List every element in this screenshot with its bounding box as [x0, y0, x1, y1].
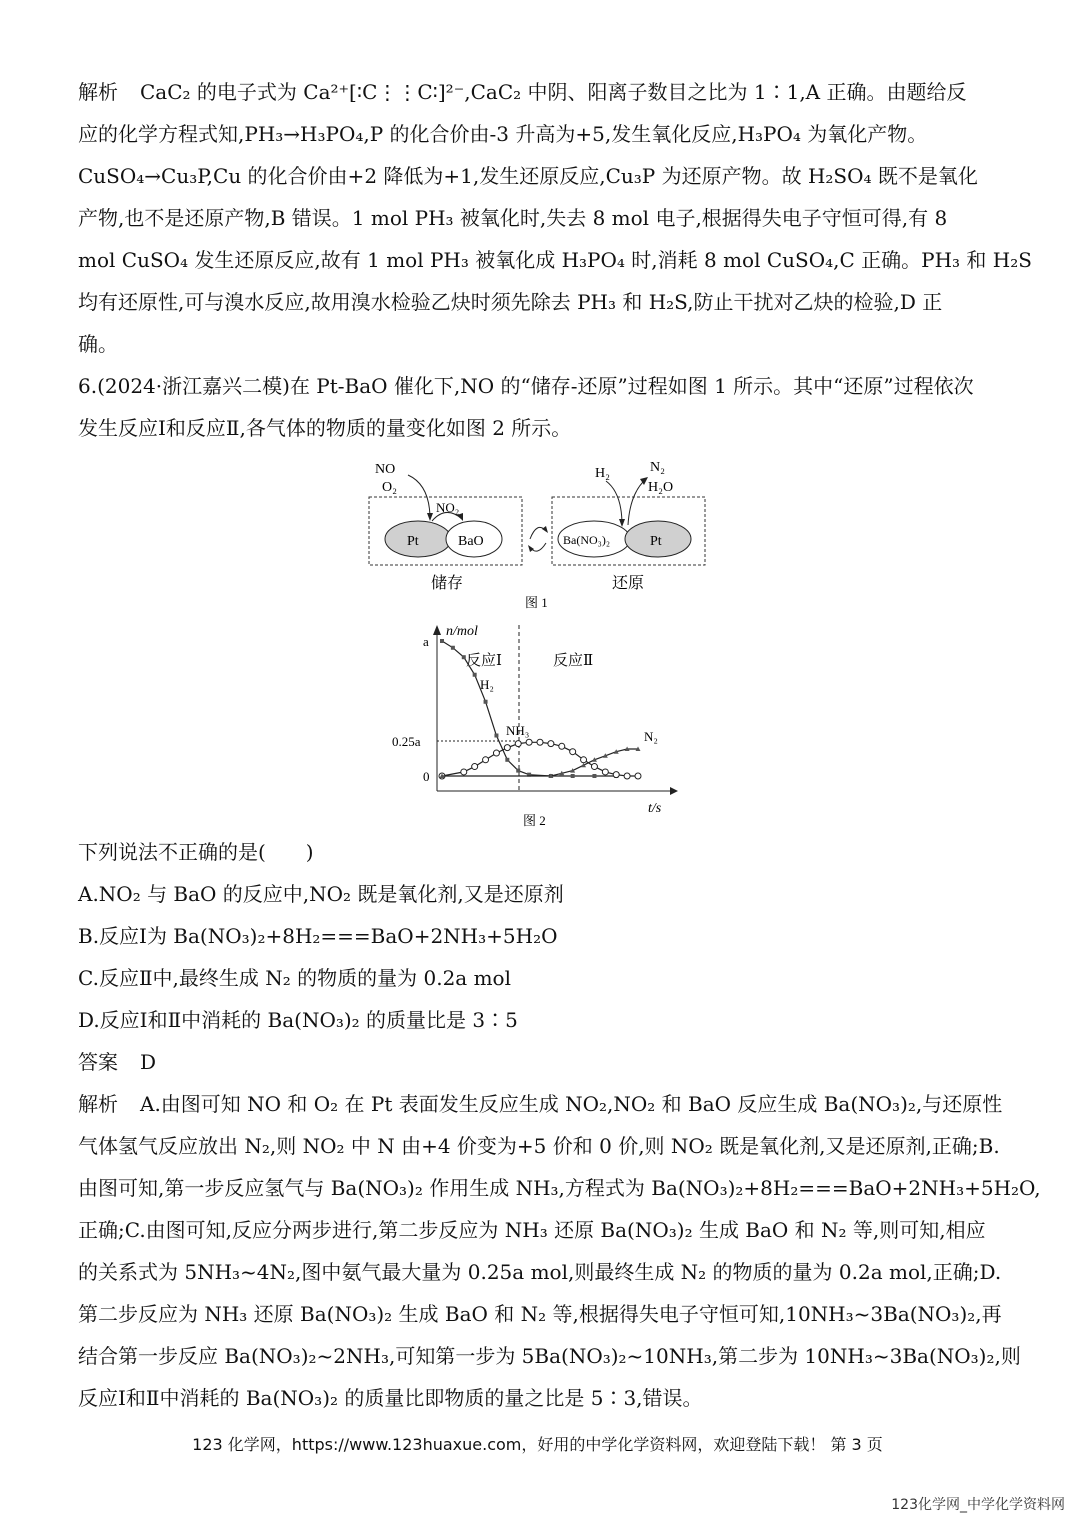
para1-line-5: mol CuSO₄ 发生还原反应,故有 1 mol PH₃ 被氧化成 H₃PO₄ 时,消耗 8 mol CuSO₄,C 正确。PH₃ 和 H₂S — [78, 248, 1032, 272]
n2-arrow — [628, 479, 646, 525]
no2-label: NO₂ — [436, 500, 460, 515]
bao-label: BaO — [458, 534, 484, 549]
o2-label: O₂ — [382, 480, 397, 495]
option-b: B.反应Ⅰ为 Ba(NO₃)₂+8H₂===BaO+2NH₃+5H₂O — [78, 924, 558, 948]
series-1-point-13 — [591, 764, 597, 770]
series-0-point-2 — [462, 655, 466, 659]
series-0-point-3 — [473, 673, 477, 677]
series-0-point-5 — [494, 734, 498, 738]
series-1-point-8 — [537, 739, 543, 745]
series-1-point-17 — [635, 773, 641, 779]
answer-label: 答案 — [78, 1050, 118, 1074]
series-1-point-11 — [570, 749, 576, 755]
fig1-caption: 图 1 — [525, 595, 548, 610]
series-1-point-4 — [493, 750, 499, 756]
y-axis-arrow — [433, 625, 441, 635]
h2-arrow-head — [619, 519, 625, 527]
option-a: A.NO₂ 与 BaO 的反应中,NO₂ 既是氧化剂,又是还原剂 — [78, 882, 564, 906]
para2-line-6: 第二步反应为 NH₃ 还原 Ba(NO₃)₂ 生成 BaO 和 N₂ 等,根据得失电子守恒可知,10NH₃~3Ba(NO₃)₂,再 — [78, 1302, 1002, 1326]
y-tick-025a: 0.25a — [392, 734, 421, 749]
answer-line — [78, 1048, 1008, 1076]
page-footer: 123 化学网，https://www.123huaxue.com，好用的中学化学资料网，欢迎登陆下载！ 第 3 页 — [192, 1435, 883, 1454]
para2-line-1: 解析 A.由图可知 NO 和 O₂ 在 Pt 表面发生反应生成 NO₂,NO₂ 和 BaO 反应生成 Ba(NO₃)₂,与还原性 — [78, 1092, 1003, 1116]
series-1-point-15 — [613, 772, 619, 778]
series-1-point-16 — [624, 773, 630, 779]
series-label-h2: H₂ — [480, 677, 494, 692]
analysis-label: 解析 — [78, 80, 118, 104]
series-1-point-10 — [559, 743, 565, 749]
para2-line-2: 气体氢气反应放出 N₂,则 NO₂ 中 N 由+4 价变为+5 价和 0 价,则 NO₂ 既是氧化剂,又是还原剂,正确;B. — [78, 1134, 1000, 1158]
watermark: 123化学网_中学化学资料网 — [891, 1497, 1065, 1513]
region-label-1: 反应Ⅰ — [466, 653, 502, 669]
pt2-label: Pt — [650, 534, 662, 549]
series-0-point-7 — [516, 769, 520, 773]
series-label-n2: N₂ — [644, 729, 658, 744]
series-1-point-12 — [581, 757, 587, 763]
para2-line-5: 的关系式为 5NH₃~4N₂,图中氨气最大量为 0.25a mol,则最终生成 N₂ 的物质的量为 0.2a mol,正确;D. — [78, 1260, 1002, 1284]
para1-line-2: 应的化学方程式知,PH₃→H₃PO₄,P 的化合价由-3 升高为+5,发生氧化反应,H₃PO₄ 为氧化产物。 — [78, 122, 928, 146]
para2-line-4: 正确;C.由图可知,反应分两步进行,第二步反应为 NH₃ 还原 Ba(NO₃)₂ 生成 BaO 和 N₂ 等,则可知,相应 — [78, 1218, 986, 1242]
para2-line-7: 结合第一步反应 Ba(NO₃)₂~2NH₃,可知第一步为 5Ba(NO₃)₂~10NH₃,第二步为 10NH₃~3Ba(NO₃)₂,则 — [78, 1344, 1021, 1368]
pt-label: Pt — [407, 534, 419, 549]
question-line-1: 6.(2024·浙江嘉兴二模)在 Pt-BaO 催化下,NO 的“储存-还原”过程如图 1 所示。其中“还原”过程依次 — [78, 374, 974, 398]
figure-1 — [360, 455, 720, 615]
para2-line-3: 由图可知,第一步反应氢气与 Ba(NO₃)₂ 作用生成 NH₃,方程式为 Ba(NO₃)₂+8H₂===BaO+2NH₃+5H₂O, — [78, 1176, 1041, 1200]
series-0-point-0 — [440, 639, 444, 643]
figure-2-chart — [380, 615, 680, 830]
h2-arrow — [606, 481, 622, 525]
y-tick-0: 0 — [423, 769, 430, 784]
answer-value: D — [140, 1050, 157, 1074]
cycle-arrow-bottom-head — [528, 545, 534, 552]
o2-arrow-head — [427, 513, 433, 521]
analysis-label-2: 解析 — [78, 1092, 118, 1116]
series-1-point-9 — [548, 741, 554, 747]
para1-line-6: 均有还原性,可与溴水反应,故用溴水检验乙炔时须先除去 PH₃ 和 H₂S,防止干扰对乙炔的检验,D 正 — [78, 290, 943, 314]
question-line-2: 发生反应Ⅰ和反应Ⅱ,各气体的物质的量变化如图 2 所示。 — [78, 416, 572, 440]
para1-line-1: 解析 CaC₂ 的电子式为 Ca²⁺[∶C⋮⋮C∶]²⁻,CaC₂ 中阴、阳离子数目之比为 1∶1,A 正确。由题给反 — [78, 80, 967, 104]
series-1-point-6 — [515, 741, 521, 747]
y-tick-a: a — [423, 634, 429, 649]
series-1-point-1 — [461, 769, 467, 775]
reduce-label: 还原 — [612, 575, 645, 592]
para1-line-3: CuSO₄→Cu₃P,Cu 的化合价由+2 降低为+1,发生还原反应,Cu₃P 为还原产物。故 H₂SO₄ 既不是氧化 — [78, 164, 978, 188]
n2-label: N₂ — [650, 460, 665, 475]
region-label-2: 反应Ⅱ — [553, 653, 594, 669]
cycle-arrow-top-head — [542, 526, 548, 533]
option-c: C.反应Ⅱ中,最终生成 N₂ 的物质的量为 0.2a mol — [78, 966, 511, 990]
series-0-point-1 — [451, 646, 455, 650]
series-label-nh3: NH₃ — [506, 723, 530, 738]
x-axis-arrow — [670, 787, 678, 795]
series-0-point-6 — [505, 758, 509, 762]
store-label: 储存 — [431, 575, 464, 592]
para2-line-8: 反应Ⅰ和Ⅱ中消耗的 Ba(NO₃)₂ 的质量比即物质的量之比是 5∶3,错误。 — [78, 1386, 703, 1410]
h2-label: H₂ — [595, 466, 610, 481]
question-prompt: 下列说法不正确的是( ) — [78, 840, 314, 864]
series-1-point-14 — [602, 769, 608, 775]
x-axis-label: t/s — [648, 801, 662, 816]
para1-line-7: 确。 — [78, 332, 118, 356]
series-0-point-11 — [592, 774, 596, 778]
option-d: D.反应Ⅰ和Ⅱ中消耗的 Ba(NO₃)₂ 的质量比是 3∶5 — [78, 1008, 518, 1032]
series-1-point-2 — [472, 764, 478, 770]
no-label: NO — [375, 462, 396, 477]
banno3-label: Ba(NO₃)₂ — [563, 533, 611, 547]
y-axis-label: n/mol — [446, 624, 478, 639]
series-1-point-5 — [504, 745, 510, 751]
para1-line-4: 产物,也不是还原产物,B 错误。1 mol PH₃ 被氧化时,失去 8 mol 电子,根据得失电子守恒可得,有 8 — [78, 206, 948, 230]
series-1-point-7 — [526, 739, 532, 745]
series-0-point-4 — [484, 700, 488, 704]
h2o-label: H₂O — [648, 480, 674, 495]
series-1-point-3 — [483, 757, 489, 763]
series-0-point-10 — [571, 774, 575, 778]
fig2-caption: 图 2 — [523, 813, 546, 828]
